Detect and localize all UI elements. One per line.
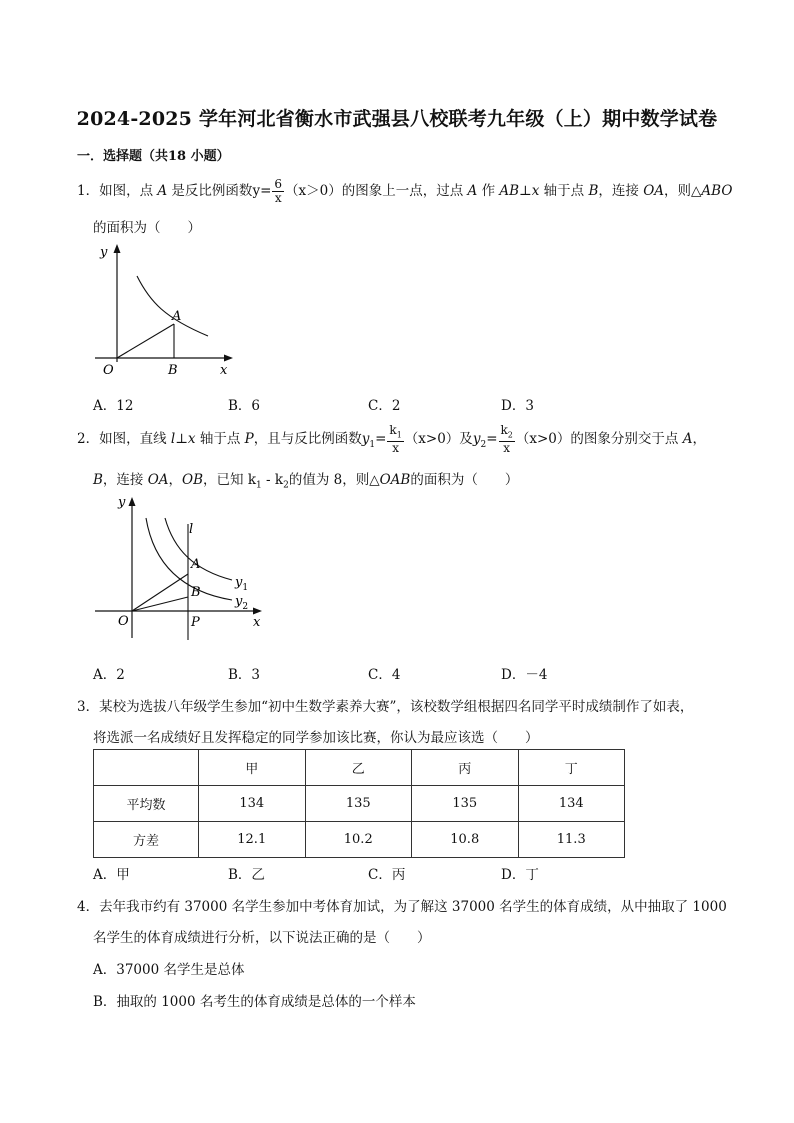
exam-title: 2024-2025 学年河北省衡水市武强县八校联考九年级（上）期中数学试卷 xyxy=(76,108,718,130)
q2-fraction-1: $\frac{k_1}{x}$ xyxy=(389,423,402,456)
q2-stem-line2: B，连接 OA，OB，已知 $k_1 - k_2$的值为 8，则△OAB的面积为（ ） xyxy=(93,472,519,491)
section-heading: 一．选择题（共18 小题） xyxy=(77,149,230,164)
q2-option-b[interactable]: B．3 xyxy=(228,667,261,683)
q1-fig-label-x: x xyxy=(220,363,228,378)
q4-stem-line1: 4．去年我市约有 37000 名学生参加中考体育加试，为了解这 37000 名学生的体育成绩，从中抽取了 1000 xyxy=(77,899,727,915)
table-header-cell: 乙 xyxy=(305,750,412,786)
q1-fig-label-a: A xyxy=(172,309,182,324)
q3-table xyxy=(93,749,625,858)
q2-fig-label-p: P xyxy=(191,615,200,630)
q2-option-a[interactable]: A．2 xyxy=(93,667,125,683)
q1-fraction: $\frac{6}{x}$ xyxy=(274,177,283,205)
q4-stem-line2: 名学生的体育成绩进行分析，以下说法正确的是（ ） xyxy=(93,930,431,946)
q2-fig-label-y2: $y_2$ xyxy=(235,594,249,612)
q2-option-d[interactable]: D．－4 xyxy=(501,667,548,683)
table-row: 方差 12.1 10.2 10.8 11.3 xyxy=(94,822,625,858)
q1-fig-label-y: y xyxy=(100,245,108,260)
q3-stem-line2: 将选派一名成绩好且发挥稳定的同学参加该比赛，你认为最应该选（ ） xyxy=(93,730,539,746)
q1-stem-line2: 的面积为（ ） xyxy=(93,220,201,236)
q2-fig-label-l: l xyxy=(189,522,194,537)
q1-fig-label-b: B xyxy=(168,363,178,378)
q4-option-a[interactable]: A．37000 名学生是总体 xyxy=(93,962,245,978)
q3-option-b[interactable]: B．乙 xyxy=(228,867,265,883)
table-row: 平均数 134 135 135 134 xyxy=(94,786,625,822)
q2-fraction-2: $\frac{k_2}{x}$ xyxy=(500,423,513,456)
q1-option-d[interactable]: D．3 xyxy=(501,398,534,414)
q2-fig-label-x: x xyxy=(253,615,261,630)
q3-option-d[interactable]: D．丁 xyxy=(501,867,539,883)
q2-fig-label-a: A xyxy=(191,557,201,572)
q2-stem-line1: 2．如图，直线 l⊥x 轴于点 P，且与反比例函数$y_1=$ $\frac{k_1}{x}$ （x>0）及$y_2=$ $\frac{k_2}{x}$ （x>0）的图象分别交于点 A， xyxy=(77,423,706,456)
table-header-cell: 甲 xyxy=(199,750,306,786)
table-header-cell: 丁 xyxy=(518,750,625,786)
q1-option-c[interactable]: C．2 xyxy=(368,398,401,414)
q1-option-b[interactable]: B．6 xyxy=(228,398,261,414)
q2-figure xyxy=(90,488,270,648)
q1-stem-line1: 1．如图，点 A 是反比例函数y= $\frac{6}{x}$ （x＞0）的图象上一点，过点 A 作 AB⊥x 轴于点 B，连接 OA，则△ABO xyxy=(77,177,733,205)
q1-fig-label-o: O xyxy=(103,363,114,378)
q4-option-b[interactable]: B．抽取的 1000 名考生的体育成绩是总体的一个样本 xyxy=(93,994,416,1010)
q1-figure xyxy=(90,240,240,380)
q3-option-a[interactable]: A．甲 xyxy=(93,867,130,883)
q2-fig-label-b: B xyxy=(191,585,201,600)
q2-fig-label-o: O xyxy=(118,614,129,629)
q2-fig-label-y: y xyxy=(118,495,126,510)
q2-fig-label-y1: $y_1$ xyxy=(235,575,249,593)
q2-option-c[interactable]: C．4 xyxy=(368,667,401,683)
q3-option-c[interactable]: C．丙 xyxy=(368,867,406,883)
q1-option-a[interactable]: A．12 xyxy=(93,398,134,414)
table-header-row xyxy=(94,750,625,786)
table-header-cell: 丙 xyxy=(412,750,519,786)
q3-stem-line1: 3．某校为选拔八年级学生参加“初中生数学素养大赛”，该校数学组根据四名同学平时成绩制作了如表， xyxy=(77,699,694,715)
